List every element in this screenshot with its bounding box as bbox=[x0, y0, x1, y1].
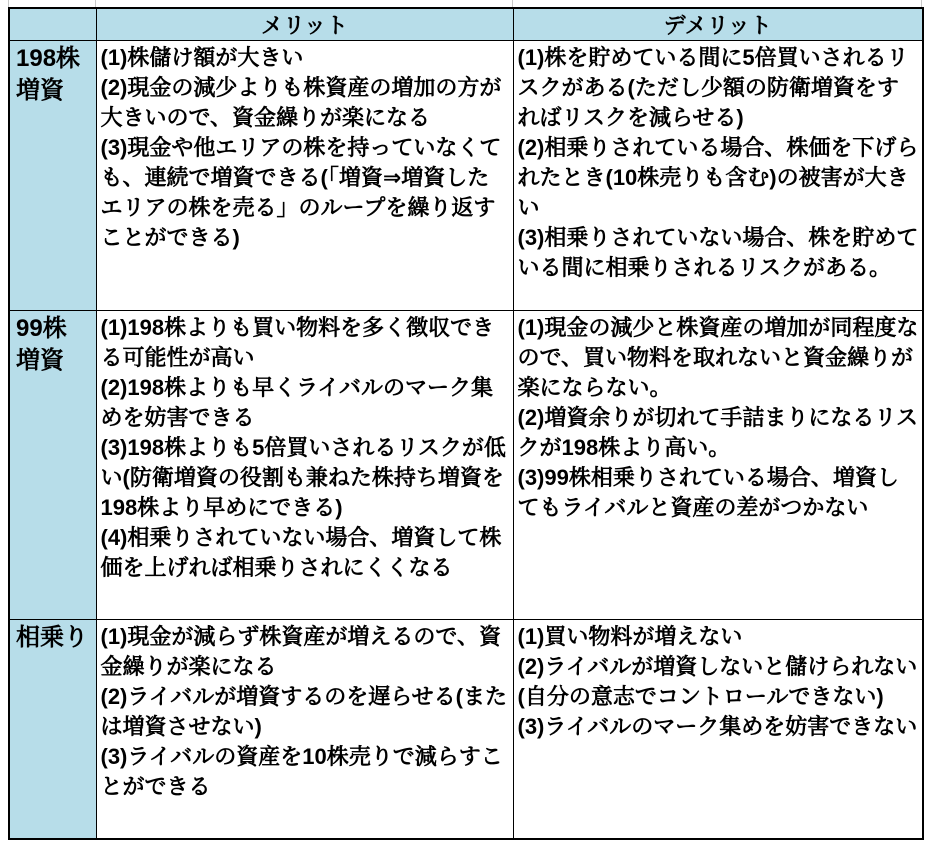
row-label bbox=[9, 311, 96, 620]
list-item: (3)相乗りされていない場合、株を貯めている間に相乗りされるリスクがある。 bbox=[517, 225, 919, 280]
list-item: (2)現金の減少よりも株資産の増加の方が大きいので、資金繰りが楽になる bbox=[100, 75, 502, 130]
demerit-cell bbox=[513, 620, 923, 839]
list-item: (2)相乗りされている場合、株価を下げられたとき(10株売りも含む)の被害が大きい bbox=[517, 135, 919, 220]
merit-cell bbox=[96, 41, 513, 311]
list-item: (3)ライバルの資産を10株売りで減らすことができる bbox=[100, 744, 503, 799]
header-row bbox=[9, 8, 923, 41]
row-label-line: 198株 bbox=[16, 45, 81, 72]
gridline-remnant bbox=[95, 0, 96, 7]
list-item: (2)増資余りが切れて手詰まりになるリスクが198株より高い。 bbox=[517, 405, 918, 460]
row-label bbox=[9, 41, 96, 311]
row-label-line: 増資 bbox=[16, 77, 64, 104]
corner-cell bbox=[9, 8, 96, 41]
list-item: (3)ライバルのマーク集めを妨害できない bbox=[517, 714, 918, 739]
list-item: (3)198株よりも5倍買いされるリスクが低い(防衛増資の役割も兼ねた株持ち増資を198株より早めにできる) bbox=[100, 435, 506, 520]
list-item: (1)買い物料が増えない bbox=[517, 624, 743, 649]
list-item: (2)ライバルが増資するのを遅らせる(または増資させない) bbox=[100, 684, 507, 739]
list-item: (2)198株よりも早くライバルのマーク集めを妨害できる bbox=[100, 375, 493, 430]
table-row bbox=[9, 41, 923, 311]
list-item: (1)株を貯めている間に5倍買いされるリスクがある(ただし少額の防衛増資をすればリスクを減らせる) bbox=[517, 45, 909, 130]
list-item: (2)ライバルが増資しないと儲けられない(自分の意志でコントロールできない) bbox=[517, 654, 918, 709]
gridline-remnant bbox=[512, 0, 513, 7]
row-label bbox=[9, 620, 96, 839]
table-body bbox=[9, 41, 923, 839]
merit-cell bbox=[96, 311, 513, 620]
list-item: (3)99株相乗りされている場合、増資してもライバルと資産の差がつかない bbox=[517, 465, 899, 520]
row-label-line: 増資 bbox=[16, 347, 64, 374]
merit-cell bbox=[96, 620, 513, 839]
gridline-remnant bbox=[8, 0, 9, 7]
merit-column-header: メリット bbox=[96, 8, 513, 41]
row-label-line: 99株 bbox=[16, 315, 67, 342]
list-item: (4)相乗りされていない場合、増資して株価を上げれば相乗りされにくくなる bbox=[100, 525, 502, 580]
table-row bbox=[9, 620, 923, 839]
row-label-line: 相乗り bbox=[16, 624, 88, 651]
list-item: (1)現金が減らず株資産が増えるので、資金繰りが楽になる bbox=[100, 624, 501, 679]
merit-demerit-table bbox=[8, 7, 924, 840]
list-item: (3)現金や他エリアの株を持っていなくても、連続で増資できる(「増資⇒増資したエリアの株を売る」のループを繰り返すことができる) bbox=[100, 135, 502, 250]
demerit-column-header: デメリット bbox=[513, 8, 923, 41]
table-row bbox=[9, 311, 923, 620]
list-item: (1)現金の減少と株資産の増加が同程度なので、買い物料を取れないと資金繰りが楽にならない。 bbox=[517, 315, 919, 400]
gridline-remnant bbox=[921, 0, 922, 7]
list-item: (1)株儲け額が大きい bbox=[100, 45, 304, 70]
demerit-cell bbox=[513, 311, 923, 620]
list-item: (1)198株よりも買い物料を多く徴収できる可能性が高い bbox=[100, 315, 495, 370]
demerit-cell bbox=[513, 41, 923, 311]
